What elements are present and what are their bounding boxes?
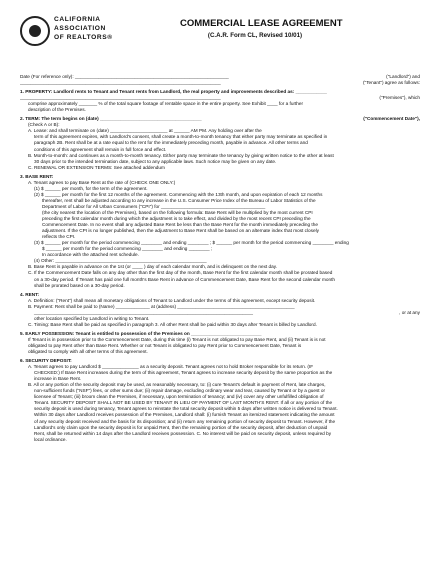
line-text: adjustment. If the CPI is no longer published, then the adjustment to Base Rent shall be based on an alternate index that most closely <box>42 228 319 234</box>
seal-icon <box>20 16 50 46</box>
org-line: ASSOCIATION <box>54 25 106 32</box>
line-text: A. Lease: and shall terminate on (date) ______________________ at ______ AM PM. Any holding over after the <box>28 128 262 134</box>
line-text: Landlord's only claim upon the security deposit is for unpaid Rent, then the remaining portion of the security deposit, after deduction of unpaid <box>34 424 328 430</box>
org-name <box>54 15 113 42</box>
text-line <box>20 349 420 355</box>
line-text: Within 30 days after Landlord receives possession of the Premises, Landlord shall: (i) furnish Tenant an itemized statement indicating the amount <box>34 412 335 418</box>
line-text-right: ("Landlord") and <box>386 74 420 79</box>
line-text-right: ("Premises"), which <box>379 95 420 101</box>
line-text: B. Base Rent is payable in advance on the 1st (or ____ ) day of each calendar month, and is delinquent on the next day. <box>28 264 278 270</box>
line-text: 30 days prior to the intended termination date, subject to any applicable laws. Such notice may be given on any date. <box>34 158 277 164</box>
line-text: (the city nearest the location of the Premises), based on the following formula: Base Rent will be multiplied by the most current CPI <box>42 209 313 215</box>
line-text: non-sufficient funds ("NSF") fees, or other sums due; (ii) repair damage, excluding ordinary wear and tear, caused by Tenant or by a guest or <box>34 388 326 394</box>
line-text: A. Tenant agrees to pay Base Rent at the rate of (CHECK ONE ONLY:) <box>28 179 176 185</box>
line-text: reflects the CPI. <box>42 234 76 240</box>
line-text: 2. TERM: The term begins on (date) _______________________________________ <box>20 116 202 122</box>
line-text: 5. EARLY POSSESSION: Tenant is entitled to possession of the Premises on ___________________________ <box>20 330 262 336</box>
title-block <box>180 18 343 39</box>
document-title: COMMERCIAL LEASE AGREEMENT <box>180 18 343 29</box>
org-line: CALIFORNIA <box>54 16 101 23</box>
line-text: _____________________________________________________________________________ <box>20 80 221 86</box>
line-text: _____________________________________________________________________________ <box>20 95 221 101</box>
line-text: Date (For reference only): ___________________________________________________________ <box>20 74 229 79</box>
line-text: 6. SECURITY DEPOSIT: <box>20 358 72 364</box>
line-text: term of this agreement expires, with Landlord's consent, shall create a month-to-month tenancy that either party may terminate as specified in <box>34 134 328 140</box>
lease-body <box>20 74 420 443</box>
line-text-right: ("Tenant") agree as follows: <box>362 80 420 86</box>
line-text: ____________________________________________________________________________________ <box>34 309 253 315</box>
form-revision: (C.A.R. Form CL, Revised 10/01) <box>207 32 303 39</box>
line-text: conditions of this agreement shall remain in full force and effect. <box>34 146 167 152</box>
line-text: obligated to pay Rent other than Base Rent. Whether or not Tenant is obligated to pay Rent prior to Commencement Date, Tenant is <box>28 342 302 348</box>
line-text: of any security deposit received and the basis for its disposition; and (ii) return any remaining portion of security deposit to Tenant. However, if the <box>34 418 336 424</box>
car-logo <box>20 14 132 58</box>
line-text: obligated to comply with all other terms of this agreement. <box>28 349 148 355</box>
line-text: C. If the Commencement Date falls on any day other than the first day of the month, Base Rent for the first calendar month shall be prorated based <box>28 270 333 276</box>
text-line <box>20 107 420 113</box>
line-text: description of the Premises. <box>28 107 86 113</box>
line-text: 4. RENT: <box>20 291 40 297</box>
line-text: A. Tenant agrees to pay Landlord $ ______________ as a security deposit. Tenant agrees not to hold Broker responsible for its return. (IF <box>28 364 314 370</box>
line-text: Department of Labor for All Urban Consumers ("CPI") for ________________________________________ <box>42 203 266 209</box>
line-text: other location specified by Landlord in writing to Tenant. <box>34 315 150 321</box>
line-text: Commencement Date. In no event shall any adjusted Base Rent be less than the Base Rent for the month immediately preceding the <box>42 222 318 228</box>
line-text: 1. PROPERTY: Landlord rents to Tenant and Tenant rents from Landlord, the real property and improvements described as: ____________ <box>20 89 327 95</box>
line-text-right: , or at any <box>399 309 420 315</box>
line-text: paragraph 2B. Rent shall be at a rate equal to the rent for the immediately preceding month, payable in advance. All other terms and <box>34 140 308 146</box>
line-text: C. RENEWAL OR EXTENSION TERMS: See attached addendum <box>28 164 165 170</box>
line-text: (3) $ ______ per month for the period commencing ________ and ending ________ ; $ ______ per month for the period commencing ________ ending <box>34 240 349 246</box>
line-text: preceding the first calendar month during which the adjustment is to take effect, and divided by the most recent CPI preceding the <box>42 216 311 222</box>
line-text: local ordinance. <box>34 436 67 442</box>
line-text: CHECKED:) If Base Rent increases during the term of this agreement, Tenant agrees to increase security deposit by the same proportion as the <box>34 370 333 376</box>
line-text: A. Definition: ("Rent") shall mean all monetary obligations of Tenant to Landlord under the terms of this agreement, except security deposit. <box>28 297 316 303</box>
line-text: In accordance with the attached rent schedule. <box>42 252 139 258</box>
line-text: shall be prorated based on a 30-day period. <box>34 282 125 288</box>
org-line: OF REALTORS® <box>54 34 113 41</box>
line-text: (1) $ ______ per month, for the term of the agreement. <box>34 185 148 191</box>
line-text-right: ("Commencement Date"), <box>363 116 420 122</box>
line-text: (Check A or B): <box>28 122 60 128</box>
line-text: 3. BASE RENT: <box>20 173 54 179</box>
text-line <box>20 322 420 328</box>
text-line <box>20 283 420 289</box>
line-text: If Tenant is in possession prior to the Commencement Date, during this time (i) Tenant is not obligated to pay Base Rent, and (ii) Tenant is is not <box>28 336 326 342</box>
line-text: increase in Base Rent. <box>34 376 82 382</box>
line-text: B. Month-to-month: and continues as a month-to-month tenancy. Either party may terminate the tenancy by giving written notice to the other at least <box>28 152 334 158</box>
line-text: thereafter, rent shall be adjusted according to any increase in the U.S. Consumer Price Index of the Bureau of Labor Statistics of the <box>42 197 316 203</box>
line-text: $ ______ per month for the period commencing ________ and ending ________ ; <box>42 246 213 252</box>
text-line <box>20 80 420 86</box>
text-line <box>20 437 420 443</box>
line-text: B. All or any portion of the security deposit may be used, as reasonably necessary, to: (i) cure Tenant's default in payment of Rent, late charges, <box>28 382 326 388</box>
line-text: (4) Other: __________________________________________________________ <box>34 258 207 264</box>
line-text: on a 30-day period. If Tenant has paid one full month's Base Rent in advance of Commencement Date, Base Rent for the second calendar month <box>34 276 335 282</box>
line-text: licensee of Tenant; (iii) broom clean the Premises, if necessary, upon termination of tenancy; and (iv) cover any other unfulfilled obligation of <box>34 394 324 400</box>
line-text: B. Payment: Rent shall be paid to (Name) _____________ at (address) _____________________________________________ <box>28 303 295 309</box>
line-text: Rent, shall be returned within 14 days after the Landlord receives possession. C. No interest will be paid on security deposit, unless required by <box>34 430 332 436</box>
line-text: C. Timing: Base Rent shall be paid as specified in paragraph 3. All other Rent shall be paid within 30 days after Tenant is billed by Landlord. <box>28 321 317 327</box>
text-line <box>20 165 420 171</box>
document-header <box>20 14 420 74</box>
line-text: (2) $ ______ per month for the first 12 months of the agreement. Commencing with the 13th month, and upon expiration of each 12 months <box>34 191 323 197</box>
line-text: security deposit is used during tenancy, Tenant agrees to reinstate the total security deposit within 5 days after written notice is delivered to Tenant. <box>34 406 338 412</box>
line-text: comprise approximately _______ % of the total square footage of rentable space in the entire property. See Exhibit ____ for a further <box>28 101 304 107</box>
line-text: Tenant. SECURITY DEPOSIT SHALL NOT BE USED BY TENANT IN LIEU OF PAYMENT OF LAST MONTH'S RENT. If all or any portion of the <box>34 400 333 406</box>
